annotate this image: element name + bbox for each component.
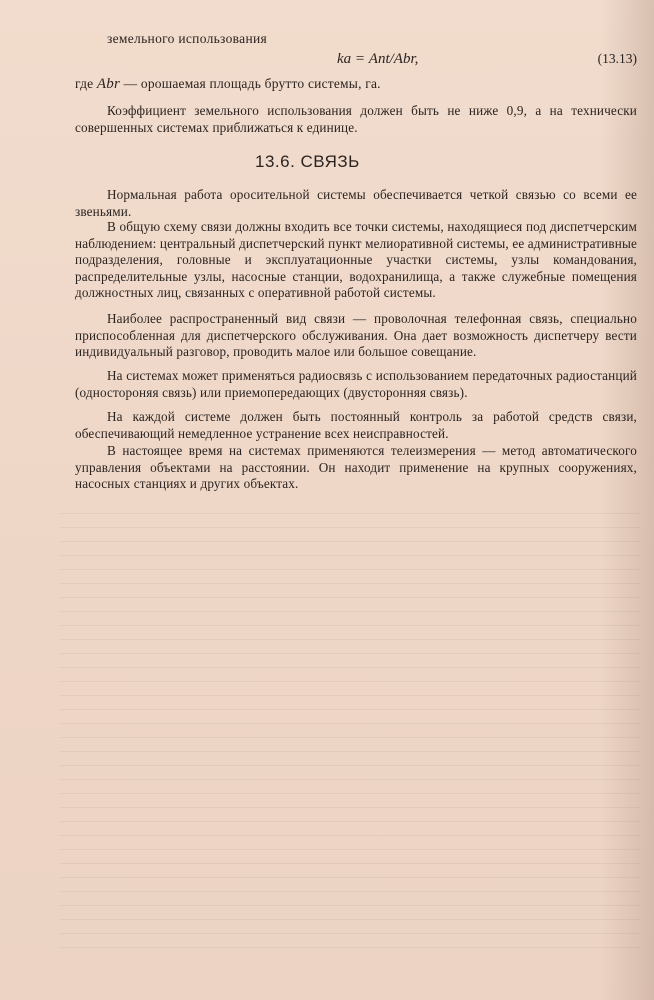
- symbol-definition: [75, 76, 381, 93]
- paragraph: В общую схему связи должны входить все точки системы, находящиеся под диспетчерским наблюдением: центральный диспетчерский пункт мелиоративной системы, ее административные подразделения, головные и эксплуатационные участки системы, узлы командования, распределительные узлы, насосные станции, водохранилища, а также служебные помещения должностных лиц, связанных с оперативной работой системы.: [75, 219, 637, 301]
- paragraph: Нормальная работа оросительной системы обеспечивается четкой связью со всеми ее звеньями.: [75, 187, 637, 219]
- formula-intro-text: земельного использования: [107, 31, 268, 46]
- symbol-description: — орошаемая площадь брутто системы, га.: [123, 76, 381, 91]
- formula-block: [107, 31, 637, 67]
- section-heading: 13.6. СВЯЗЬ: [255, 152, 360, 171]
- paragraph: На системах может применяться радиосвязь с использованием передаточных радиостанций (одностороняя связь) или приемопередающих (двусторонняя связь).: [75, 368, 637, 400]
- formula-expression: kа = Аnt/Аbr,: [337, 51, 419, 67]
- paragraph: В настоящее время на системах применяются телеизмерения — метод автоматического управления объектами на расстоянии. Он находит применение на крупных сооружениях, насосных станциях и других объектах.: [75, 443, 637, 492]
- where-prefix: где: [75, 76, 94, 91]
- reverse-side-bleed-through: [60, 500, 640, 960]
- equation-number: (13.13): [597, 51, 637, 66]
- paragraph: Наиболее распространенный вид связи — проволочная телефонная связь, специально приспособленная для диспетчерского обслуживания. Она дает возможность диспетчеру вести индивидуальный разговор, проводить малое или большое совещание.: [75, 311, 637, 360]
- symbol-name: Аbr: [96, 76, 121, 92]
- paragraph-land-use-coefficient: Коэффициент земельного использования должен быть не ниже 0,9, а на технически совершенных системах приближаться к единице.: [75, 103, 637, 135]
- paragraph: На каждой системе должен быть постоянный контроль за работой средств связи, обеспечивающий немедленное устранение всех неисправностей.: [75, 409, 637, 441]
